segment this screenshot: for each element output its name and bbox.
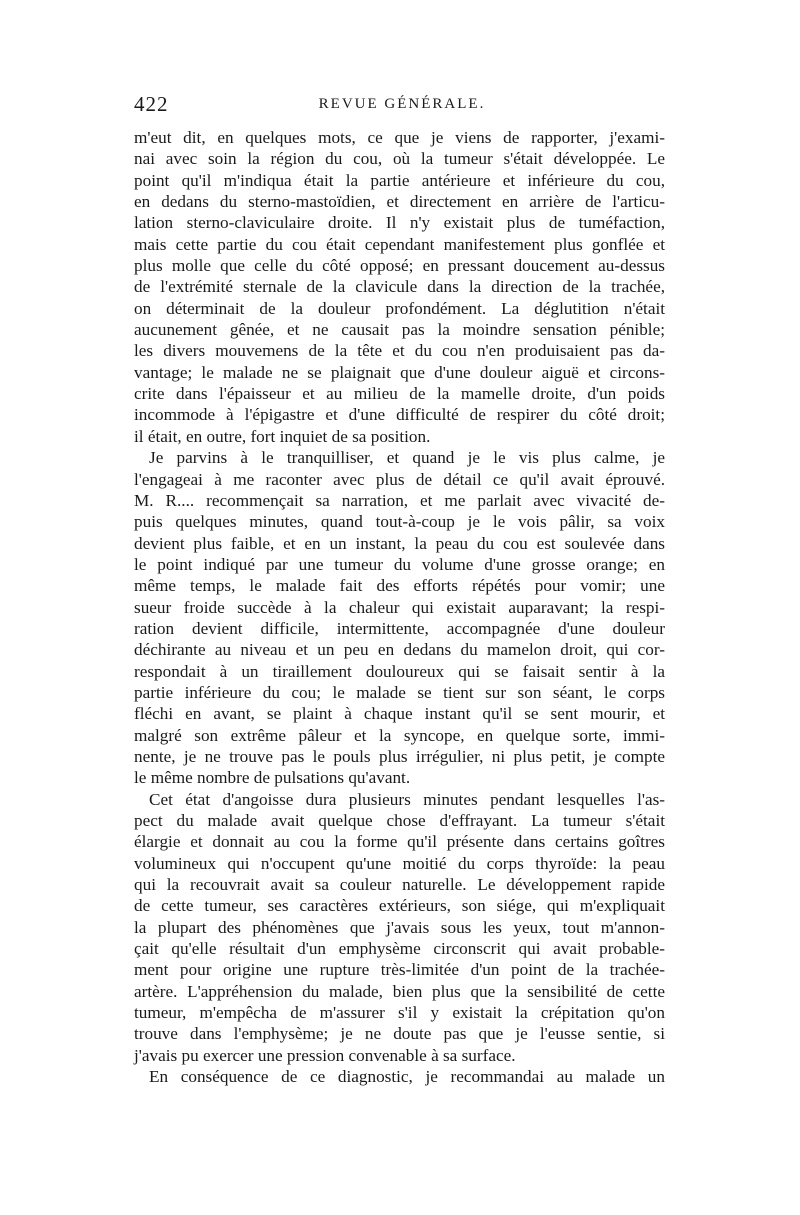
text-line: devient plus faible, et en un instant, la peau du cou est soulevée dans [134,533,665,553]
text-line: plus molle que celle du côté opposé; en pressant doucement au-dessus [134,256,665,276]
text-line: M. R.... recommençait sa narration, et me parlait avec vivacité de- [134,490,665,510]
text-line: j'avais pu exercer une pression convenable à sa surface. [134,1045,516,1065]
text-line: mais cette partie du cou était cependant manifestement plus gonflée et [134,234,665,254]
text-line: qui la recouvrait avait sa couleur naturelle. Le développement rapide [134,875,665,895]
text-line: l'engageai à me raconter avec plus de détail ce qu'il avait éprouvé. [134,469,665,489]
text-line: puis quelques minutes, quand tout-à-coup je le vois pâlir, sa voix [134,512,665,532]
text-line: la plupart des phénomènes que j'avais sous les yeux, tout m'annon- [134,917,665,937]
text-line: Je parvins à le tranquilliser, et quand je le vis plus calme, je [149,448,665,468]
text-line: sueur froide succède à la chaleur qui existait auparavant; la respi- [134,597,665,617]
text-line: crite dans l'épaisseur et au milieu de la mamelle droite, d'un poids [134,384,665,404]
text-line: En conséquence de ce diagnostic, je recommandai au malade un [149,1067,665,1087]
text-line: fléchi en avant, se plaint à chaque instant qu'il se sent mourir, et [134,704,665,724]
text-line: les divers mouvemens de la tête et du cou n'en produisaient pas da- [134,341,665,361]
text-line: on déterminait de la douleur profondément. La déglutition n'était [134,298,665,318]
text-line: m'eut dit, en quelques mots, ce que je viens de rapporter, j'exami- [134,128,665,147]
text-line: vantage; le malade ne se plaignait que d'une douleur aiguë et circons- [134,362,665,382]
text-line: le point indiqué par une tumeur du volume d'une grosse orange; en [134,554,665,574]
text-line: en dedans du sterno-mastoïdien, et directement en arrière de l'articu- [134,192,665,212]
running-head [134,92,670,120]
text-line: tumeur, m'empêcha de m'assurer s'il y existait la crépitation qu'on [134,1003,665,1023]
text-line: il était, en outre, fort inquiet de sa position. [134,426,431,446]
text-line: partie inférieure du cou; le malade se tient sur son séant, le corps [134,682,665,702]
text-line: point qu'il m'indiqua était la partie antérieure et inférieure du cou, [134,170,665,190]
text-line: nai avec soin la région du cou, où la tumeur s'était développée. Le [134,149,665,169]
text-line: de l'extrémité sternale de la clavicule dans la direction de la trachée, [134,277,665,297]
text-line: Cet état d'angoisse dura plusieurs minutes pendant lesquelles l'as- [149,789,665,809]
text-line: malgré son extrême pâleur et la syncope, en quelque sorte, immi- [134,725,665,745]
running-title: REVUE GÉNÉRALE. [318,96,486,112]
text-line: même temps, le malade fait des efforts répétés pour vomir; une [134,576,665,596]
text-line: élargie et donnait au cou la forme qu'il présente dans certains goîtres [134,832,665,852]
text-line: de cette tumeur, ses caractères extérieurs, son siége, qui m'expliquait [134,896,665,916]
body-text [134,127,665,1087]
text-line: incommode à l'épigastre et d'une difficulté de respirer du côté droit; [134,405,665,425]
text-line: trouve dans l'emphysème; je ne doute pas que je l'eusse sentie, si [134,1024,665,1044]
text-line: ment pour origine une rupture très-limitée d'un point de la trachée- [134,960,665,980]
text-line: respondait à un tiraillement douloureux qui se faisait sentir à la [134,661,665,681]
text-line: volumineux qui n'occupent qu'une moitié du corps thyroïde: la peau [134,853,665,873]
page-number: 422 [134,92,169,116]
text-line: le même nombre de pulsations qu'avant. [134,768,411,788]
text-line: aucunement gênée, et ne causait pas la moindre sensation pénible; [134,320,665,340]
text-line: çait qu'elle résultait d'un emphysème circonscrit qui avait probable- [134,939,665,959]
text-line: déchirante au niveau et un peu en dedans du mamelon droit, qui cor- [134,640,665,660]
text-line: pect du malade avait quelque chose d'effrayant. La tumeur s'était [134,811,665,830]
text-line: artère. L'appréhension du malade, bien plus que la sensibilité de cette [134,981,665,1001]
text-line: lation sterno-claviculaire droite. Il n'y existait plus de tuméfaction, [134,213,665,233]
text-line: ration devient difficile, intermittente, accompagnée d'une douleur [134,618,665,638]
text-line: nente, je ne trouve pas le pouls plus irrégulier, ni plus petit, je compte [134,746,665,766]
